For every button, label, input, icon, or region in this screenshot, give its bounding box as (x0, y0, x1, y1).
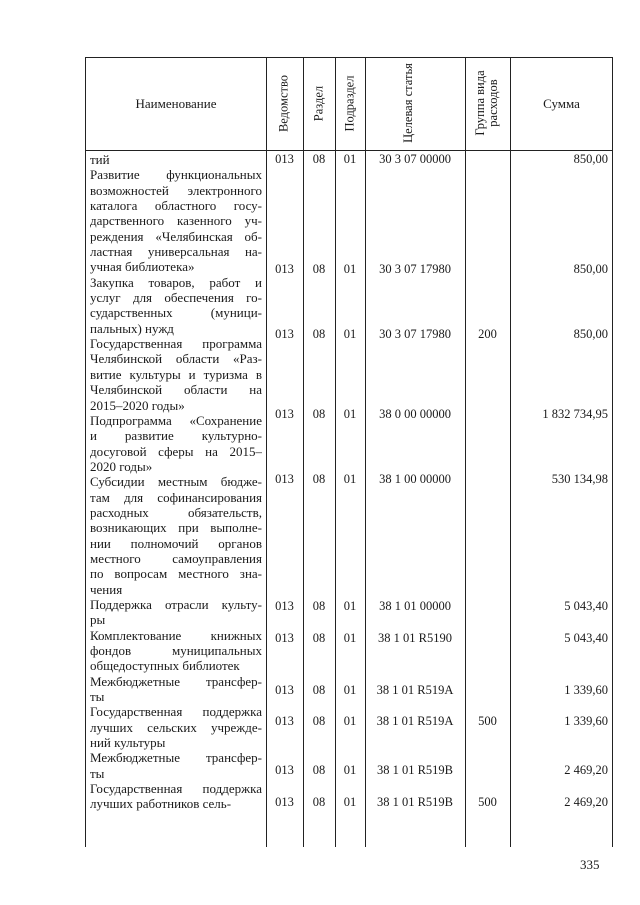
name-line: чения (90, 581, 123, 597)
summa-cell: 1 339,60 (564, 683, 608, 697)
name-line: Межбюджетные трансфер- (90, 750, 262, 766)
vedomstvo-cell: 013 (275, 631, 294, 645)
name-line: 2020 годы» (90, 458, 153, 474)
razdel-cell: 08 (312, 795, 326, 809)
name-line: Межбюджетные трансфер- (90, 673, 262, 689)
celevaya-cell: 38 1 00 00000 (379, 472, 451, 486)
name-line: учная библиотека» (90, 259, 195, 275)
summa-cell: 1 339,60 (564, 714, 608, 728)
summa-cell: 1 832 734,95 (542, 407, 608, 421)
razdel-cell: 08 (312, 327, 326, 341)
podrazdel-cell: 01 (343, 262, 357, 276)
gruppa-cell: 200 (478, 327, 497, 341)
vedomstvo-cell: 013 (275, 599, 294, 613)
name-line: Государственная программа (90, 336, 262, 352)
razdel-cell: 08 (312, 714, 326, 728)
razdel-cell: 08 (312, 262, 326, 276)
razdel-cell: 08 (312, 152, 326, 166)
name-line: ластная универсальная на- (90, 244, 262, 260)
podrazdel-cell: 01 (343, 631, 357, 645)
header-celevaya: Целевая статья (401, 63, 415, 143)
summa-cell: 530 134,98 (551, 472, 608, 486)
name-line: 2015–2020 годы» (90, 397, 185, 413)
vedomstvo-cell: 013 (275, 262, 294, 276)
header-vedomstvo: Ведомство (276, 74, 291, 133)
summa-cell: 5 043,40 (564, 599, 608, 613)
header-razdel: Раздел (311, 85, 326, 122)
name-line: услуг для обеспечения го- (90, 290, 262, 306)
celevaya-cell: 38 1 01 R519B (376, 763, 454, 777)
podrazdel-cell: 01 (343, 152, 357, 166)
razdel-cell: 08 (312, 631, 326, 645)
razdel-cell: 08 (312, 407, 326, 421)
name-line: пальных) нужд (90, 320, 174, 336)
summa-cell: 2 469,20 (564, 795, 608, 809)
name-line: Развитие функциональных (90, 167, 262, 183)
summa-cell: 5 043,40 (564, 631, 608, 645)
name-line: Государственная поддержка (90, 781, 262, 797)
summa-cell: 850,00 (573, 327, 608, 341)
vedomstvo-cell: 013 (275, 714, 294, 728)
podrazdel-cell: 01 (343, 683, 357, 697)
razdel-cell: 08 (312, 763, 326, 777)
table-left-border (85, 57, 86, 847)
podrazdel-cell: 01 (343, 472, 357, 486)
name-line: нии полномочий органов (90, 535, 262, 551)
name-line: сударственных (муници- (90, 305, 262, 321)
summa-cell: 850,00 (573, 262, 608, 276)
celevaya-cell: 38 1 01 00000 (379, 599, 451, 613)
name-line: Челябинской области «Раз- (90, 351, 262, 367)
razdel-cell: 08 (312, 683, 326, 697)
name-line: там для софинансирования (90, 489, 262, 505)
name-line: расходных обязательств, (90, 504, 262, 520)
page-number: 335 (580, 857, 600, 872)
celevaya-cell: 38 0 00 00000 (379, 407, 451, 421)
podrazdel-cell: 01 (343, 795, 357, 809)
celevaya-cell: 38 1 01 R5190 (378, 631, 452, 645)
name-line: дарственного казенного уч- (90, 213, 262, 229)
name-line: Подпрограмма «Сохранение (90, 412, 262, 428)
name-line: местного самоуправления (90, 550, 262, 566)
name-line: реждения «Челябинская об- (90, 228, 262, 244)
name-line: и развитие культурно- (90, 428, 262, 444)
podrazdel-cell: 01 (343, 327, 357, 341)
name-line: ты (90, 765, 105, 781)
name-line: ты (90, 689, 105, 705)
gruppa-cell: 500 (478, 714, 497, 728)
name-line: возможностей электронного (90, 182, 262, 198)
name-line: возникающих при выполне- (90, 520, 262, 536)
name-line: досуговой сферы на 2015– (90, 443, 262, 459)
header-summa: Сумма (543, 96, 580, 111)
name-line: Поддержка отрасли культу- (90, 596, 262, 612)
name-line: ры (90, 612, 106, 628)
summa-cell: 850,00 (573, 152, 608, 166)
gruppa-cell: 500 (478, 795, 497, 809)
name-line: фондов муниципальных (90, 643, 262, 658)
name-line: каталога областного госу- (90, 198, 262, 214)
header-name: Наименование (135, 96, 217, 111)
name-line: Закупка товаров, работ и (90, 274, 262, 290)
name-column-text (90, 152, 262, 812)
name-line: Субсидии местным бюдже- (90, 474, 262, 490)
vedomstvo-cell: 013 (275, 407, 294, 421)
table-right-border (612, 57, 613, 847)
celevaya-cell: 30 3 07 17980 (379, 327, 451, 341)
name-line: тий (90, 152, 110, 167)
summa-cell: 2 469,20 (564, 763, 608, 777)
podrazdel-cell: 01 (343, 407, 357, 421)
celevaya-cell: 30 3 07 00000 (379, 152, 451, 166)
podrazdel-cell: 01 (343, 763, 357, 777)
razdel-cell: 08 (312, 472, 326, 486)
celevaya-cell: 38 1 01 R519B (376, 795, 454, 809)
name-line: лучших работников сель- (90, 796, 232, 812)
name-line: ний культуры (90, 735, 166, 751)
vedomstvo-cell: 013 (275, 327, 294, 341)
razdel-cell: 08 (312, 599, 326, 613)
celevaya-cell: 38 1 01 R519A (376, 683, 454, 697)
header-podrazdel: Подраздел (342, 75, 357, 132)
vedomstvo-cell: 013 (275, 472, 294, 486)
celevaya-cell: 30 3 07 17980 (379, 262, 451, 276)
name-line: Челябинской области на (90, 382, 262, 398)
podrazdel-cell: 01 (343, 599, 357, 613)
vedomstvo-cell: 013 (275, 683, 294, 697)
budget-table (85, 57, 613, 847)
name-line: Комплектование книжных (90, 627, 262, 643)
name-line: общедоступных библиотек (90, 658, 240, 674)
vedomstvo-cell: 013 (275, 795, 294, 809)
vedomstvo-cell: 013 (275, 152, 294, 166)
podrazdel-cell: 01 (343, 714, 357, 728)
celevaya-cell: 38 1 01 R519A (376, 714, 454, 728)
name-line: по вопросам местного зна- (90, 566, 262, 582)
vedomstvo-cell: 013 (275, 763, 294, 777)
name-line: Государственная поддержка (90, 704, 262, 720)
name-line: лучших сельских учрежде- (90, 719, 262, 735)
header-gruppa: Группа вида расходов (473, 70, 500, 136)
name-line: витие культуры и туризма в (90, 366, 262, 382)
